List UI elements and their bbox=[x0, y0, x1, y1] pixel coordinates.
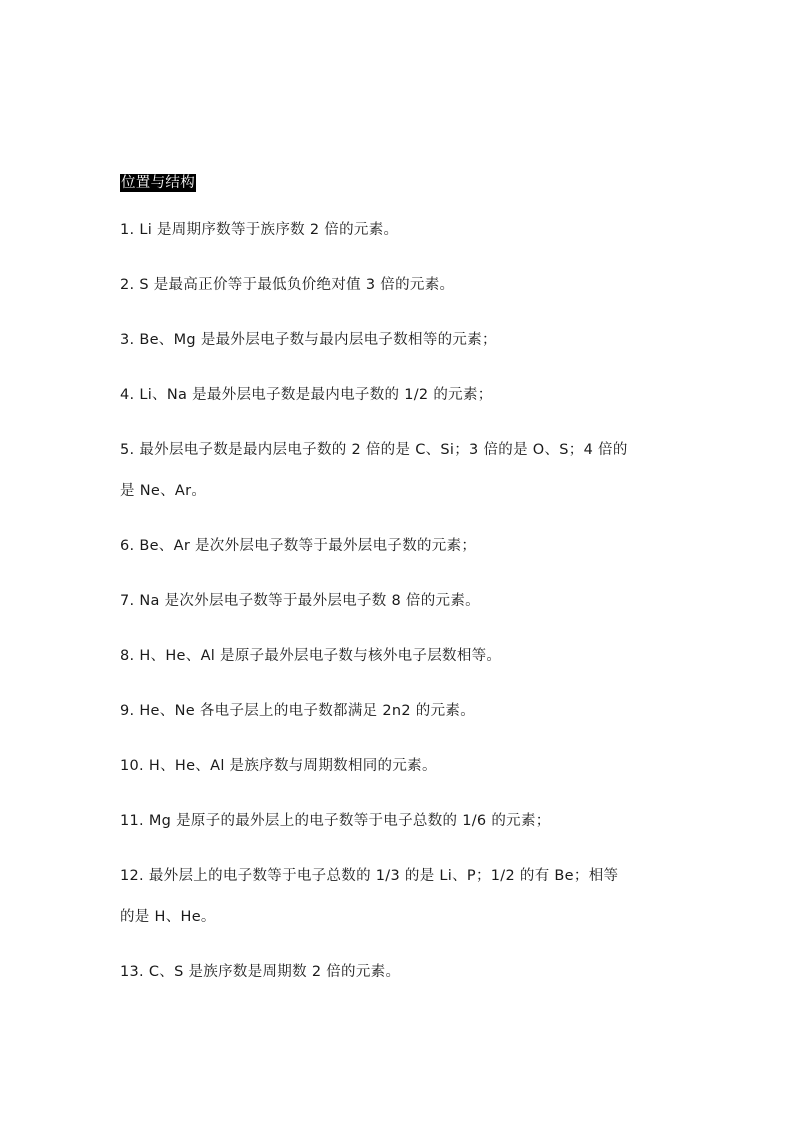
list-item-2: 2. S 是最高正价等于最低负价绝对值 3 倍的元素。 bbox=[120, 277, 455, 293]
list-item-10: 10. H、He、Al 是族序数与周期数相同的元素。 bbox=[120, 758, 437, 774]
list-item-5-continued: 是 Ne、Ar。 bbox=[120, 483, 207, 499]
list-item-11: 11. Mg 是原子的最外层上的电子数等于电子总数的 1/6 的元素； bbox=[120, 813, 551, 829]
list-item-5: 5. 最外层电子数是最内层电子数的 2 倍的是 C、Si；3 倍的是 O、S；4 倍的 bbox=[120, 442, 628, 458]
list-item-12-continued: 的是 H、He。 bbox=[120, 909, 216, 925]
list-item-3: 3. Be、Mg 是最外层电子数与最内层电子数相等的元素； bbox=[120, 332, 497, 348]
list-item-9: 9. He、Ne 各电子层上的电子数都满足 2n2 的元素。 bbox=[120, 703, 476, 719]
list-item-4: 4. Li、Na 是最外层电子数是最内电子数的 1/2 的元素； bbox=[120, 387, 493, 403]
list-item-8: 8. H、He、Al 是原子最外层电子数与核外电子层数相等。 bbox=[120, 648, 502, 664]
list-item-7: 7. Na 是次外层电子数等于最外层电子数 8 倍的元素。 bbox=[120, 593, 480, 609]
list-item-13: 13. C、S 是族序数是周期数 2 倍的元素。 bbox=[120, 964, 401, 980]
list-item-12: 12. 最外层上的电子数等于电子总数的 1/3 的是 Li、P；1/2 的有 Be；相等 bbox=[120, 868, 619, 884]
list-item-6: 6. Be、Ar 是次外层电子数等于最外层电子数的元素； bbox=[120, 538, 477, 554]
section-heading: 位置与结构 bbox=[121, 175, 195, 191]
list-item-1: 1. Li 是周期序数等于族序数 2 倍的元素。 bbox=[120, 222, 399, 238]
